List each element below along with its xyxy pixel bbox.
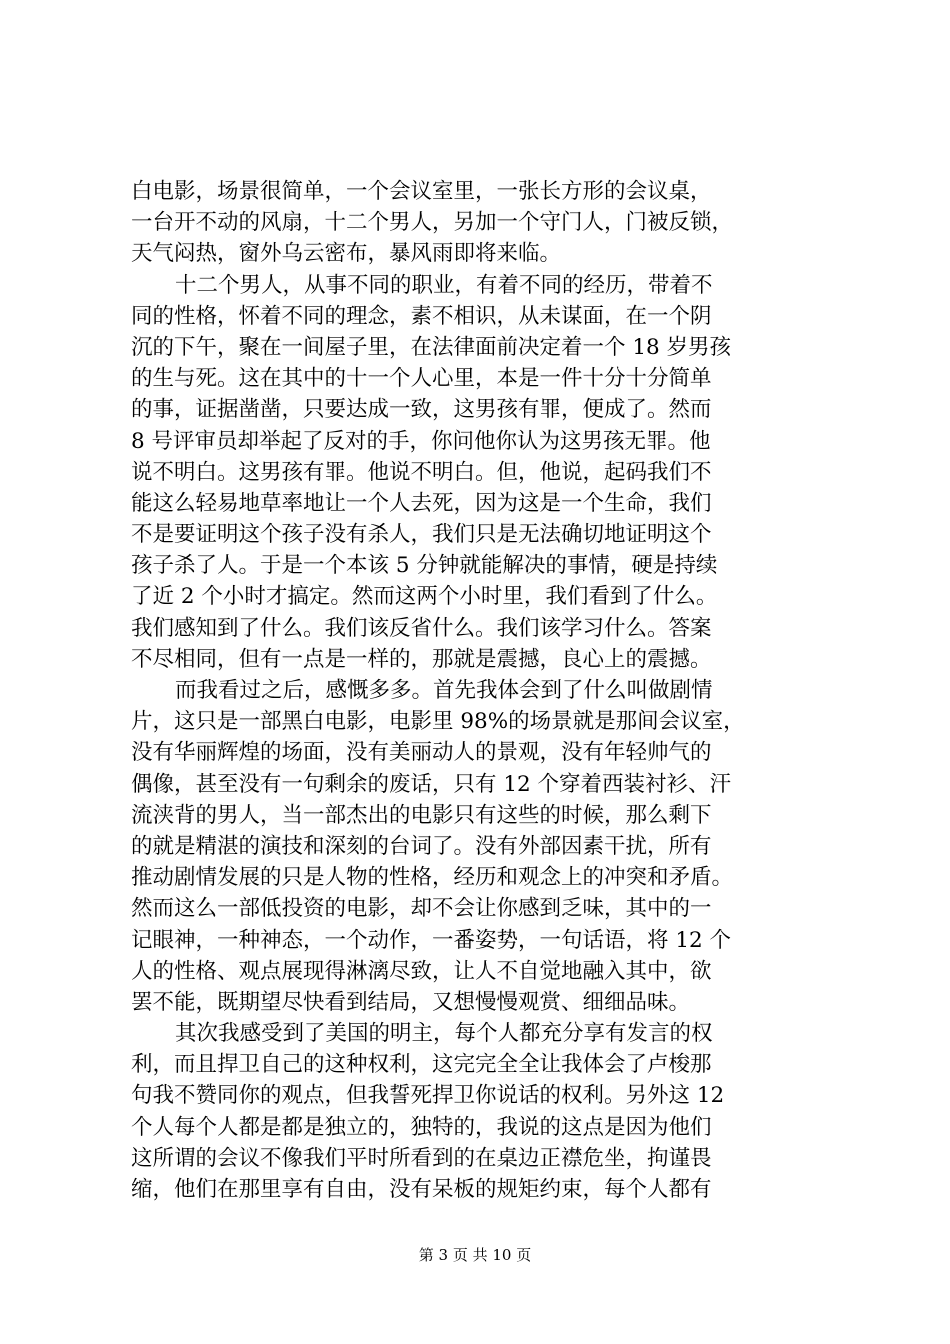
text-line: 然而这么一部低投资的电影，却不会让你感到乏味，其中的一 [131,896,712,922]
text-line: 天气闷热，窗外乌云密布，暴风雨即将来临。 [131,241,562,267]
text-line: 偶像，甚至没有一句剩余的废话，只有 12 个穿着西装衬衫、汗 [131,771,732,797]
text-line: 我们感知到了什么。我们该反省什么。我们该学习什么。答案 [131,615,712,641]
text-line: 记眼神，一种神态，一个动作，一番姿势，一句话语，将 12 个 [131,927,732,953]
text-line: 推动剧情发展的只是人物的性格，经历和观念上的冲突和矛盾。 [131,865,734,891]
text-line: 了近 2 个小时才搞定。然而这两个小时里，我们看到了什么。 [131,584,718,610]
text-line: 同的性格，怀着不同的理念，素不相识，从未谋面，在一个阴 [131,303,712,329]
text-line: 的事，证据凿凿，只要达成一致，这男孩有罪，便成了。然而 [131,397,712,423]
text-line: 不尽相同，但有一点是一样的，那就是震撼，良心上的震撼。 [131,646,712,672]
document-body [131,176,831,1205]
text-line: 说不明白。这男孩有罪。他说不明白。但，他说，起码我们不 [131,459,712,485]
paragraph-first-line: 十二个男人，从事不同的职业，有着不同的经历，带着不 [175,272,713,298]
text-line: 利，而且捍卫自己的这种权利，这完完全全让我体会了卢梭那 [131,1052,712,1078]
text-line: 不是要证明这个孩子没有杀人，我们只是无法确切地证明这个 [131,522,712,548]
text-line: 罢不能，既期望尽快看到结局，又想慢慢观赏、细细品味。 [131,989,691,1015]
text-line: 流浃背的男人，当一部杰出的电影只有这些的时候，那么剩下 [131,802,712,828]
text-line: 能这么轻易地草率地让一个人去死，因为这是一个生命，我们 [131,490,712,516]
text-line: 缩，他们在那里享有自由，没有呆板的规矩约束，每个人都有 [131,1177,712,1202]
text-line: 个人每个人都是都是独立的，独特的，我说的这点是因为他们 [131,1114,712,1140]
text-line: 没有华丽辉煌的场面，没有美丽动人的景观，没有年轻帅气的 [131,740,712,766]
paragraph-first-line: 其次我感受到了美国的明主，每个人都充分享有发言的权 [175,1021,713,1047]
text-line: 沉的下午，聚在一间屋子里，在法律面前决定着一个 18 岁男孩 [131,334,732,360]
text-line: 句我不赞同你的观点，但我誓死捍卫你说话的权利。另外这 12 [131,1083,725,1109]
text-line: 人的性格、观点展现得淋漓尽致，让人不自觉地融入其中，欲 [131,958,712,984]
text-line: 8 号评审员却举起了反对的手，你问他你认为这男孩无罪。他 [131,428,711,454]
text-line: 片，这只是一部黑白电影，电影里 98%的场景就是那间会议室， [131,709,745,735]
text-line: 白电影，场景很简单，一个会议室里，一张长方形的会议桌， [131,179,712,204]
text-line: 孩子杀了人。于是一个本该 5 分钟就能解决的事情，硬是持续 [131,553,718,579]
text-line: 的生与死。这在其中的十一个人心里，本是一件十分十分简单 [131,366,712,392]
paragraph-first-line: 而我看过之后，感慨多多。首先我体会到了什么叫做剧情 [175,678,713,703]
text-line: 这所谓的会议不像我们平时所看到的在桌边正襟危坐，拘谨畏 [131,1145,712,1171]
text-line: 一台开不动的风扇，十二个男人，另加一个守门人，门被反锁， [131,210,734,236]
page-footer: 第 3 页 共 10 页 [418,1246,532,1264]
text-line: 的就是精湛的演技和深刻的台词了。没有外部因素干扰，所有 [131,833,712,859]
